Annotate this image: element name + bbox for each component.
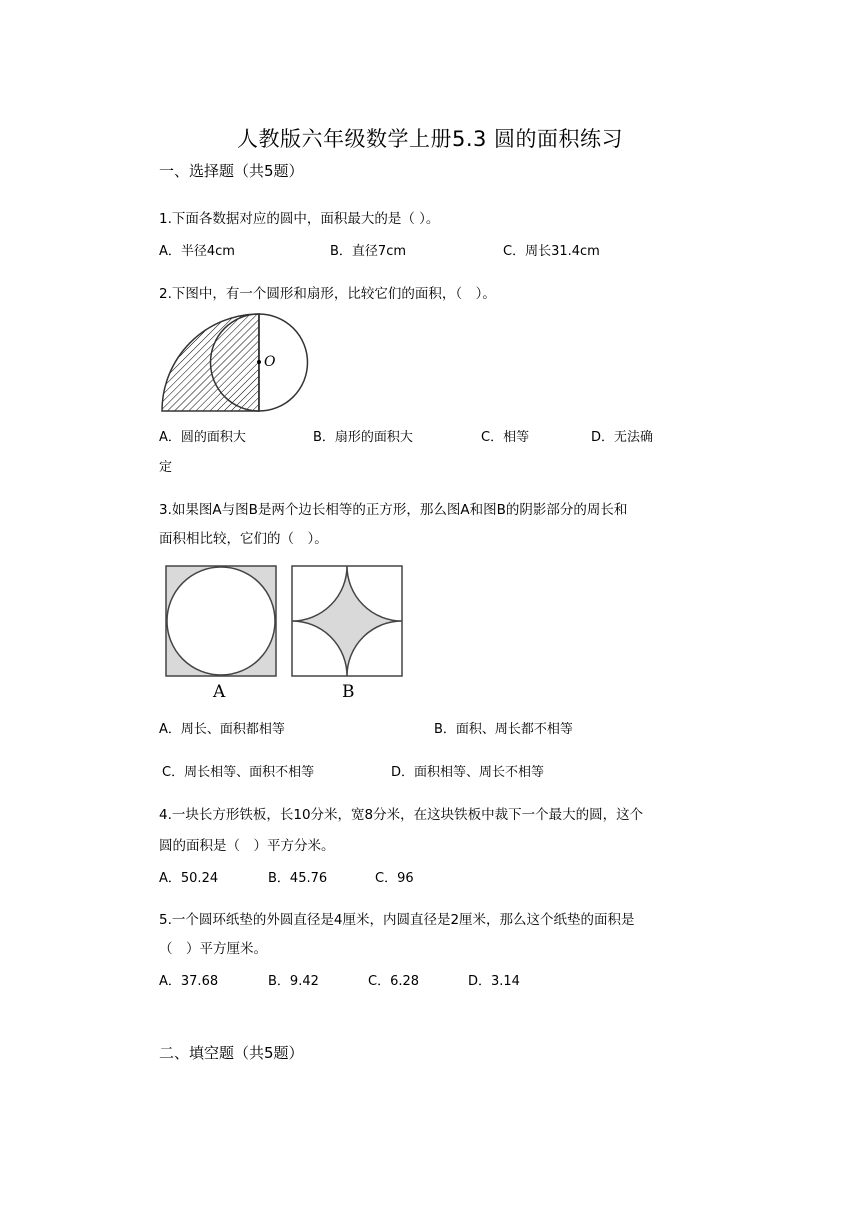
q1-option-b: B．直径7cm bbox=[330, 244, 407, 259]
question-5-stem-line2: （ ）平方厘米。 bbox=[159, 941, 267, 957]
q3-option-d: D．面积相等、周长不相等 bbox=[391, 765, 545, 780]
q1-option-c: C．周长31.4cm bbox=[503, 244, 600, 259]
question-3-stem-line2: 面积相比较，它们的（ ）。 bbox=[159, 531, 328, 547]
q2-option-c: C．相等 bbox=[481, 430, 530, 445]
q1-option-a: A．半径4cm bbox=[159, 244, 235, 259]
question-4-stem-line1: 4.一块长方形铁板，长10分米，宽8分米，在这块铁板中裁下一个最大的圆，这个 bbox=[159, 807, 644, 823]
square-figure-b bbox=[290, 564, 406, 704]
q4-option-b: B．45.76 bbox=[268, 871, 328, 886]
question-5-stem-line1: 5.一个圆环纸垫的外圆直径是4厘米，内圆直径是2厘米，那么这个纸垫的面积是 bbox=[159, 912, 635, 928]
section-heading-choice: 一、选择题（共5题） bbox=[159, 162, 304, 180]
q2-option-d: D．无法确 bbox=[591, 430, 654, 445]
q4-option-c: C．96 bbox=[375, 871, 414, 886]
q2-option-a: A．圆的面积大 bbox=[159, 430, 246, 445]
q2-option-b: B．扇形的面积大 bbox=[313, 430, 413, 445]
q3-option-b: B．面积、周长都不相等 bbox=[434, 722, 573, 737]
question-2-stem: 2.下图中，有一个圆形和扇形，比较它们的面积，（ ）。 bbox=[159, 286, 496, 302]
q3-option-c: C．周长相等、面积不相等 bbox=[162, 765, 315, 780]
q5-option-d: D．3.14 bbox=[468, 974, 520, 989]
page-title: 人教版六年级数学上册5.3 圆的面积练习 bbox=[236, 127, 624, 151]
question-4-stem-line2: 圆的面积是（ ）平方分米。 bbox=[159, 838, 335, 854]
q5-option-c: C．6.28 bbox=[368, 974, 420, 989]
question-3-stem-line1: 3.如果图A与图B是两个边长相等的正方形，那么图A和图B的阴影部分的周长和 bbox=[159, 502, 628, 518]
figure-b-label: B bbox=[342, 682, 355, 702]
figure-a-label: A bbox=[213, 682, 226, 702]
circle-sector-figure bbox=[160, 312, 320, 412]
q4-option-a: A．50.24 bbox=[159, 871, 219, 886]
square-figure-a bbox=[162, 564, 280, 704]
q3-option-a: A．周长、面积都相等 bbox=[159, 722, 285, 737]
section-heading-fill: 二、填空题（共5题） bbox=[159, 1044, 304, 1062]
q2-option-d-wrap: 定 bbox=[159, 460, 173, 475]
center-label-o: O bbox=[264, 354, 276, 370]
q5-option-a: A．37.68 bbox=[159, 974, 219, 989]
q5-option-b: B．9.42 bbox=[268, 974, 319, 989]
question-1-stem: 1.下面各数据对应的圆中，面积最大的是（ ）。 bbox=[159, 211, 440, 227]
